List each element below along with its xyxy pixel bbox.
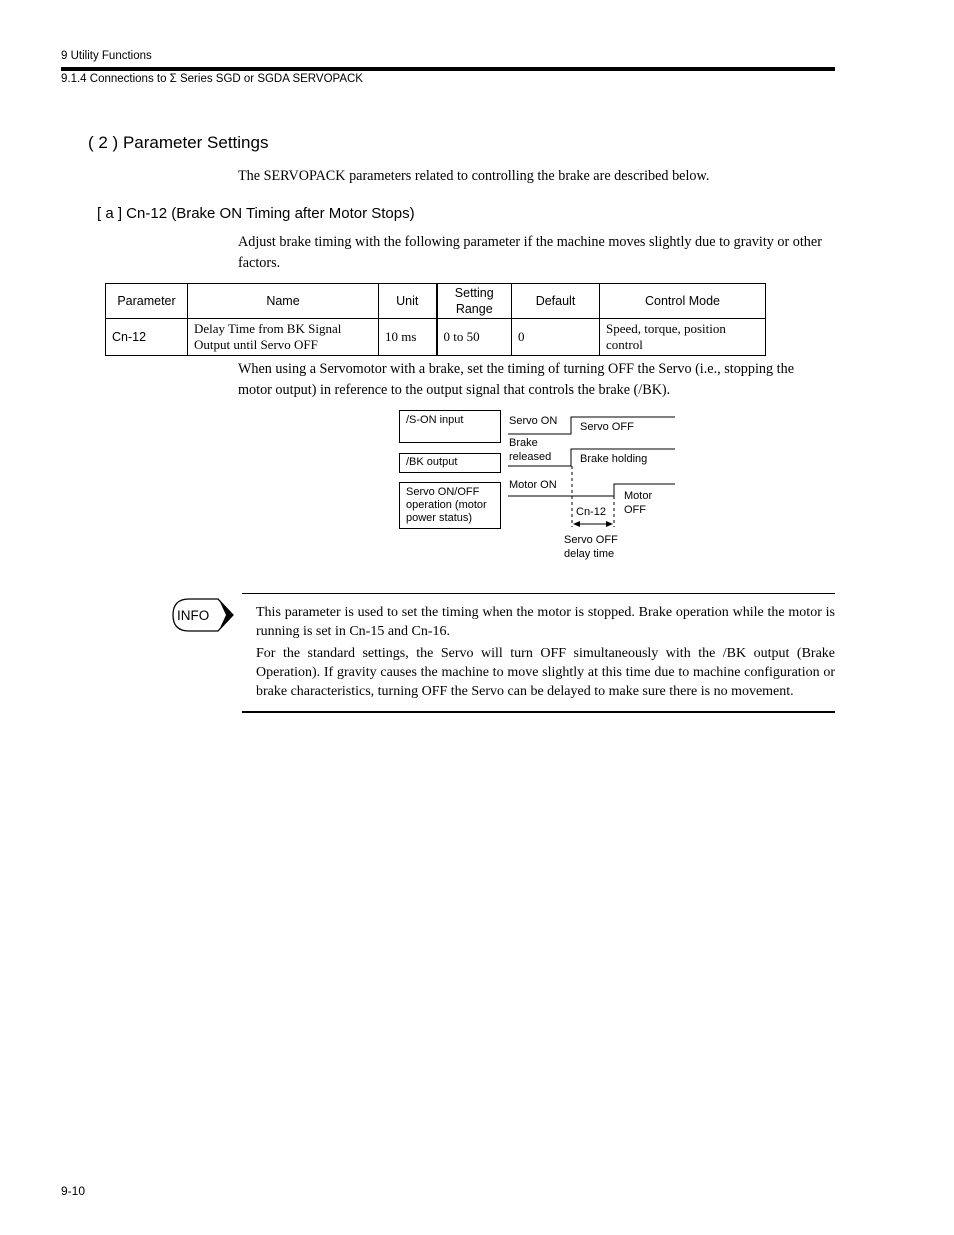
table-header-row: [106, 284, 766, 319]
son-input-box: /S-ON input: [399, 410, 501, 443]
header-unit: Unit: [379, 284, 437, 319]
page-number: 9-10: [61, 1184, 86, 1198]
section-header: 9.1.4 Connections to Σ Series SGD or SGDA SERVOPACK: [61, 73, 363, 85]
header-default: Default: [512, 284, 600, 319]
bk-output-box: /BK output: [399, 453, 501, 473]
when-paragraph: When using a Servomotor with a brake, set the timing of turning OFF the Servo (i.e., stopping the motor output) in reference to the output signal that controls the brake (/BK).: [238, 361, 794, 398]
servo-off-label: Servo OFF: [580, 421, 634, 433]
servo-on-label: Servo ON: [509, 415, 558, 427]
header-control-mode: Control Mode: [600, 284, 766, 319]
table-row: [106, 319, 766, 356]
info-icon-label: INFO: [177, 608, 210, 623]
motor-on-label: Motor ON: [509, 479, 557, 491]
cell-name: Delay Time from BK Signal Output until Servo OFF: [188, 319, 379, 356]
info-note: [256, 603, 835, 704]
brake-released-label: Brake released: [509, 437, 552, 463]
adjust-paragraph: Adjust brake timing with the following parameter if the machine moves slightly due to gravity or other factors.: [238, 234, 822, 271]
intro-paragraph: The SERVOPACK parameters related to controlling the brake are described below.: [238, 168, 710, 184]
cell-range: 0 to 50: [437, 319, 512, 356]
info-icon: [170, 596, 236, 634]
info-bottom-rule: [242, 711, 835, 713]
info-paragraph-1: This parameter is used to set the timing when the motor is stopped. Brake operation while the motor is running is set in Cn-15 and Cn-16.: [256, 605, 835, 639]
cn12-label: Cn-12: [576, 506, 606, 518]
cell-parameter: Cn-12: [106, 319, 188, 356]
section-title: ( 2 ) Parameter Settings: [88, 133, 269, 152]
header-parameter: Parameter: [106, 284, 188, 319]
header-setting-range: Setting Range: [437, 284, 512, 319]
servo-off-delay-label: Servo OFF delay time: [564, 534, 618, 560]
chapter-header: 9 Utility Functions: [61, 50, 152, 62]
header-rule: [61, 67, 835, 71]
servo-operation-box: Servo ON/OFF operation (motor power status): [399, 482, 501, 529]
subsection-title: [ a ] Cn-12 (Brake ON Timing after Motor Stops): [97, 205, 415, 222]
parameter-table: [105, 283, 766, 356]
cell-unit: 10 ms: [379, 319, 437, 356]
info-top-rule: [242, 593, 835, 594]
cell-mode: Speed, torque, position control: [600, 319, 766, 356]
cell-default: 0: [512, 319, 600, 356]
brake-holding-label: Brake holding: [580, 453, 648, 465]
motor-off-label: Motor OFF: [624, 490, 653, 516]
header-name: Name: [188, 284, 379, 319]
info-paragraph-2: For the standard settings, the Servo will turn OFF simultaneously with the /BK output (Brake Operation). If gravity causes the machine to move slightly at this time due to machine configuration or brake characteristics, turning OFF the Servo can be delayed to make sure there is no movement.: [256, 646, 835, 699]
